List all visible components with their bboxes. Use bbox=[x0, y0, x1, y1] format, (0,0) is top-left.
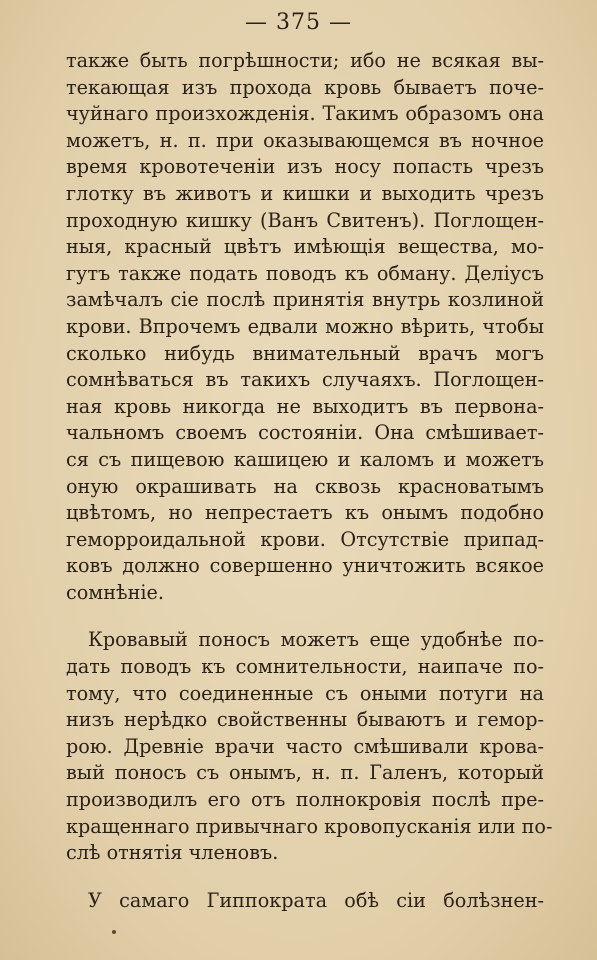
text-line: ныя, красный цвѣтъ имѣющія вещества, мо- bbox=[66, 235, 544, 259]
text-line: проходную кишку (Ванъ Свитенъ). Поглощен- bbox=[66, 208, 544, 232]
text-line: также быть погрѣшности; ибо не всякая вы- bbox=[66, 49, 544, 72]
text-line: замѣчалъ сіе послѣ принятія внутрь козлиной bbox=[66, 288, 544, 312]
text-line: Кровавый поносъ можетъ еще удобнѣе по- bbox=[88, 628, 544, 652]
text-line: глотку въ животъ и кишки и выходить чрезъ bbox=[66, 181, 544, 205]
text-line: слѣ отнятія членовъ. bbox=[66, 841, 279, 865]
text-line: можетъ, н. п. при оказывающемся въ ночное bbox=[66, 128, 544, 152]
paragraph-gap bbox=[66, 606, 544, 627]
paragraph-3 bbox=[66, 888, 544, 915]
text-line: крови. Впрочемъ едвали можно вѣрить, чтобы bbox=[66, 314, 544, 338]
text-line: ковъ должно совершенно уничтожить всякое bbox=[66, 554, 544, 578]
text-line: время кровотеченіи изъ носу попасть чрезъ bbox=[66, 155, 544, 179]
text-line: кращеннаго привычнаго кровопусканія или по- bbox=[66, 814, 553, 838]
text-line: текающая изъ прохода кровь бываетъ поче- bbox=[66, 75, 544, 99]
text-line: сомнѣваться въ такихъ случаяхъ. Поглощен- bbox=[66, 368, 544, 392]
text-line: гутъ также подать поводъ къ обману. Делiусъ bbox=[66, 261, 544, 285]
text-line: оную окрашивать на сквозь красноватымъ bbox=[66, 474, 544, 498]
text-line: производилъ его отъ полнокровія послѣ пре- bbox=[66, 788, 544, 812]
text-line: вый поносъ съ онымъ, н. п. Галенъ, который bbox=[66, 761, 544, 785]
paragraph-1 bbox=[66, 48, 544, 606]
text-line: геморроидальной крови. Отсутствіе припад- bbox=[66, 527, 544, 551]
page-body bbox=[66, 48, 553, 914]
print-speck bbox=[112, 930, 116, 934]
text-line: низъ нерѣдко свойственны бываютъ и гемор- bbox=[66, 708, 544, 732]
text-line: ная кровь никогда не выходитъ въ первона- bbox=[66, 394, 544, 418]
text-line: чальномъ своемъ состояніи. Она смѣшивает- bbox=[66, 421, 544, 445]
paragraph-gap bbox=[66, 867, 544, 888]
text-line: ся съ пищевою кашицею и каломъ и можетъ bbox=[66, 447, 544, 471]
text-line: чуйнаго произхожденія. Такимъ образомъ она bbox=[66, 102, 544, 126]
text-line: У самаго Гиппократа обѣ сіи болѣзнен- bbox=[88, 888, 544, 912]
paragraph-2 bbox=[66, 627, 553, 866]
text-line: рою. Древніе врачи часто смѣшивали крова- bbox=[66, 734, 544, 758]
text-line: цвѣтомъ, но непрестаетъ къ онымъ подобно bbox=[66, 501, 544, 525]
page-number: — 375 — bbox=[245, 10, 352, 35]
text-line: сомнѣніе. bbox=[66, 580, 164, 604]
text-line: тому, что соединенные съ оными потуги на bbox=[66, 681, 544, 705]
text-line: сколько нибудь внимательный врачъ могъ bbox=[66, 341, 544, 365]
text-line: дать поводъ къ сомнительности, наипаче по- bbox=[66, 655, 544, 679]
